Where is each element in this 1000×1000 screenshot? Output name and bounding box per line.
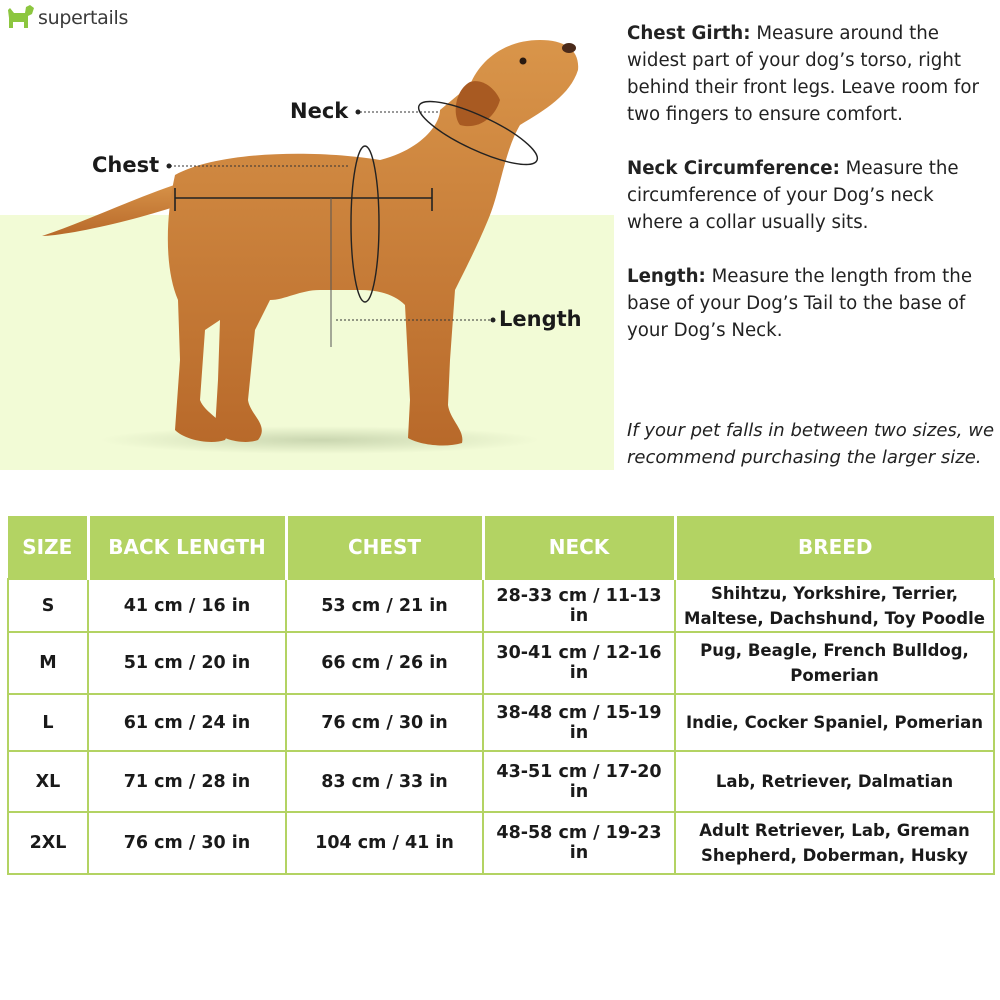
table-row — [8, 632, 994, 694]
breed-cell: Indie, Cocker Spaniel, Pomerian — [675, 694, 994, 751]
measurement-instructions — [627, 20, 992, 371]
brand-name: supertails — [38, 7, 129, 29]
size-cell: L — [8, 694, 88, 751]
back-length-cell: 61 cm / 24 in — [88, 694, 286, 751]
back-length-cell: 76 cm / 30 in — [88, 812, 286, 874]
header-chest: CHEST — [286, 516, 483, 579]
neck-cell: 30-41 cm / 12-16 in — [483, 632, 675, 694]
header-breed: BREED — [675, 516, 994, 579]
dog-tail — [42, 180, 190, 236]
table-row — [8, 751, 994, 812]
length-instruction: Length: Measure the length from the base of your Dog’s Tail to the base of your Dog’s Neck. — [627, 266, 973, 341]
size-chart-table — [7, 516, 995, 875]
chest-cell: 53 cm / 21 in — [286, 579, 483, 632]
size-cell: XL — [8, 751, 88, 812]
dog-nose — [562, 43, 576, 53]
breed-cell: Pug, Beagle, French Bulldog, Pomerian — [675, 632, 994, 694]
size-cell: S — [8, 579, 88, 632]
ground-shadow — [100, 426, 540, 454]
size-advice-note: If your pet falls in between two sizes, we recommend purchasing the larger size. — [627, 420, 995, 468]
back-length-cell: 51 cm / 20 in — [88, 632, 286, 694]
header-size: SIZE — [8, 516, 88, 579]
chest-cell: 76 cm / 30 in — [286, 694, 483, 751]
dog-eye — [520, 58, 527, 65]
neck-label: Neck — [290, 99, 349, 123]
header-back-length: BACK LENGTH — [88, 516, 286, 579]
dog-illustration — [0, 0, 620, 470]
neck-cell: 28-33 cm / 11-13 in — [483, 579, 675, 632]
size-cell: 2XL — [8, 812, 88, 874]
table-header-row — [8, 516, 994, 579]
chest-girth-instruction: Chest Girth: Measure around the widest part of your dog’s torso, right behind their front legs. Leave room for two fingers to ensure comfort. — [627, 23, 979, 125]
chest-cell: 104 cm / 41 in — [286, 812, 483, 874]
neck-cell: 48-58 cm / 19-23 in — [483, 812, 675, 874]
chest-label: Chest — [92, 153, 160, 177]
neck-cell: 43-51 cm / 17-20 in — [483, 751, 675, 812]
length-label: Length — [499, 307, 582, 331]
breed-cell: Lab, Retriever, Dalmatian — [675, 751, 994, 812]
neck-instruction: Neck Circumference: Measure the circumference of your Dog’s neck where a collar usually sits. — [627, 158, 959, 233]
table-row — [8, 812, 994, 874]
chest-cell: 83 cm / 33 in — [286, 751, 483, 812]
table-row — [8, 694, 994, 751]
back-length-cell: 41 cm / 16 in — [88, 579, 286, 632]
dog-body — [168, 40, 578, 445]
breed-cell: Shihtzu, Yorkshire, Terrier, Maltese, Dachshund, Toy Poodle — [675, 579, 994, 632]
neck-cell: 38-48 cm / 15-19 in — [483, 694, 675, 751]
breed-cell: Adult Retriever, Lab, Greman Shepherd, Doberman, Husky — [675, 812, 994, 874]
chest-cell: 66 cm / 26 in — [286, 632, 483, 694]
table-row — [8, 579, 994, 632]
size-cell: M — [8, 632, 88, 694]
back-length-cell: 71 cm / 28 in — [88, 751, 286, 812]
header-neck: NECK — [483, 516, 675, 579]
